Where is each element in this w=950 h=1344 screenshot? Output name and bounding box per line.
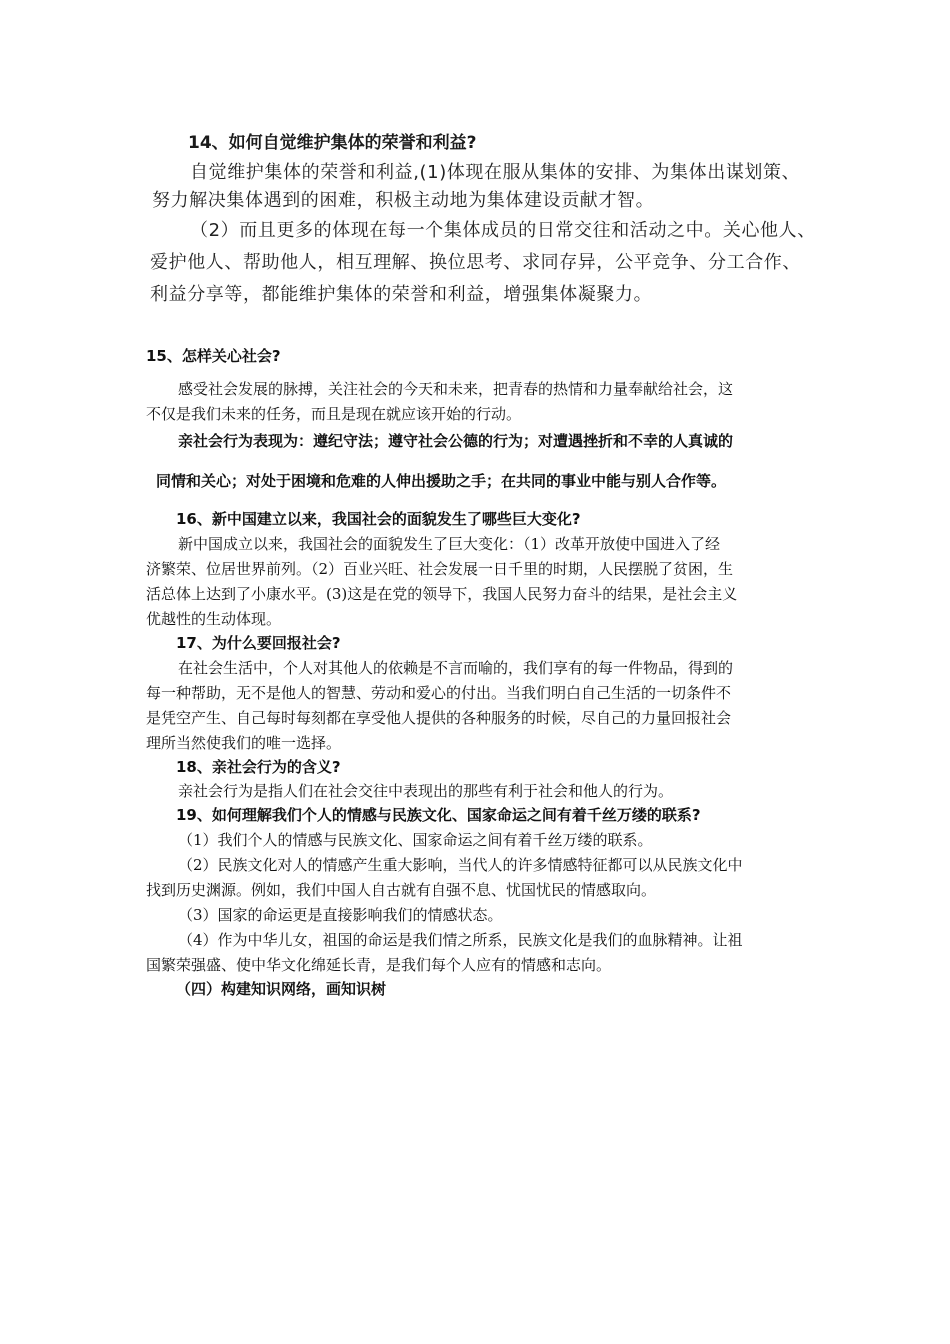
question-17-line: 在社会生活中，个人对其他人的依赖是不言而喻的，我们享有的每一件物品，得到的	[178, 659, 734, 677]
question-16-line: 活总体上达到了小康水平。(3)这是在党的领导下，我国人民努力奋斗的结果，是社会主义	[146, 585, 738, 603]
question-15-line: 感受社会发展的脉搏，关注社会的今天和未来，把青春的热情和力量奉献给社会，这	[178, 380, 734, 398]
question-19-line: （4）作为中华儿女，祖国的命运是我们情之所系，民族文化是我们的血脉精神。让祖	[178, 931, 743, 949]
question-19-line: （3）国家的命运更是直接影响我们的情感状态。	[178, 906, 503, 924]
question-17-line: 理所当然使我们的唯一选择。	[146, 734, 342, 752]
question-16-line: 优越性的生动体现。	[146, 610, 282, 628]
section-4-heading: （四）构建知识网络，画知识树	[176, 980, 387, 998]
question-18-line: 亲社会行为是指人们在社会交往中表现出的那些有利于社会和他人的行为。	[178, 782, 674, 800]
question-19-title: 19、如何理解我们个人的情感与民族文化、国家命运之间有着千丝万缕的联系?	[176, 806, 701, 824]
question-14-line: （2）而且更多的体现在每一个集体成员的日常交往和活动之中。关心他人、	[190, 220, 816, 241]
question-17-title: 17、为什么要回报社会?	[176, 634, 341, 652]
question-14-line: 自觉维护集体的荣誉和利益,(1)体现在服从集体的安排、为集体出谋划策、	[190, 162, 801, 183]
question-14-line: 努力解决集体遇到的困难，积极主动地为集体建设贡献才智。	[152, 190, 655, 211]
question-16-title: 16、新中国建立以来，我国社会的面貌发生了哪些巨大变化?	[176, 510, 581, 528]
question-18-title: 18、亲社会行为的含义?	[176, 758, 341, 776]
question-16-line: 济繁荣、位居世界前列。（2）百业兴旺、社会发展一日千里的时期，人民摆脱了贫困，生	[146, 560, 734, 578]
question-19-line: （1）我们个人的情感与民族文化、国家命运之间有着千丝万缕的联系。	[178, 831, 653, 849]
question-14-title: 14、如何自觉维护集体的荣誉和利益?	[188, 133, 477, 153]
question-15-line: 不仅是我们未来的任务，而且是现在就应该开始的行动。	[146, 405, 522, 423]
question-14-line: 利益分享等，都能维护集体的荣誉和利益，增强集体凝聚力。	[150, 284, 653, 305]
question-19-line: 国繁荣强盛、使中华文化绵延长青，是我们每个人应有的情感和志向。	[146, 956, 612, 974]
question-17-line: 是凭空产生、自己每时每刻都在享受他人提供的各种服务的时候，尽自己的力量回报社会	[146, 709, 732, 727]
question-16-line: 新中国成立以来，我国社会的面貌发生了巨大变化：（1）改革开放使中国进入了经	[178, 535, 721, 553]
question-14-line: 爱护他人、帮助他人，相互理解、换位思考、求同存异，公平竞争、分工合作、	[150, 252, 801, 273]
question-15-bold-line: 亲社会行为表现为：遵纪守法；遵守社会公德的行为；对遭遇挫折和不幸的人真诚的	[178, 432, 734, 450]
question-19-line: 找到历史渊源。例如，我们中国人自古就有自强不息、忧国忧民的情感取向。	[146, 881, 657, 899]
question-15-title: 15、怎样关心社会?	[146, 347, 281, 365]
question-19-line: （2）民族文化对人的情感产生重大影响，当代人的许多情感特征都可以从民族文化中	[178, 856, 743, 874]
question-15-bold-line: 同情和关心；对处于困境和危难的人伸出援助之手；在共同的事业中能与别人合作等。	[156, 472, 727, 490]
question-17-line: 每一种帮助，无不是他人的智慧、劳动和爱心的付出。当我们明白自己生活的一切条件不	[146, 684, 732, 702]
